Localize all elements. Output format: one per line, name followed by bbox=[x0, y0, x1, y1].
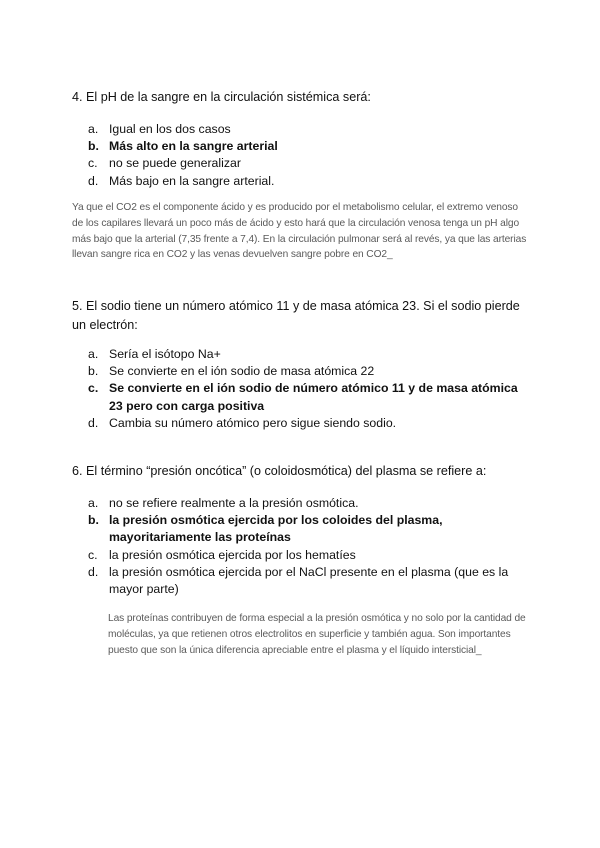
question-5-options bbox=[88, 346, 528, 432]
option-5a: a. Sería el isótopo Na+ bbox=[88, 347, 221, 361]
question-4-options bbox=[88, 121, 528, 190]
explanation-6: Las proteínas contribuyen de forma especial a la presión osmótica y no solo por la cantidad de moléculas, ya que retienen otros electrolitos en superficie y también agua. Son importantes puesto que son la única diferencia apreciable entre el plasma y el líquido intersticial_ bbox=[108, 613, 526, 656]
option-6a: a. no se refiere realmente a la presión osmótica. bbox=[88, 496, 359, 510]
question-5: 5. El sodio tiene un número atómico 11 y de masa atómica 23. Si el sodio pierde un electrón: bbox=[72, 299, 520, 332]
question-6-options bbox=[88, 495, 528, 598]
option-5b: b. Se convierte en el ión sodio de masa atómica 22 bbox=[88, 364, 375, 379]
option-6b: b. la presión osmótica ejercida por los coloides del plasma, mayoritariamente las proteínas bbox=[88, 513, 443, 545]
option-4d: d. Más bajo en la sangre arterial. bbox=[88, 173, 275, 188]
option-4b: b. Más alto en la sangre arterial bbox=[88, 139, 278, 154]
option-4a: a. Igual en los dos casos bbox=[88, 122, 231, 136]
option-5c: c. Se convierte en el ión sodio de número atómico 11 y de masa atómica 23 pero con carga positiva bbox=[88, 381, 518, 413]
option-6c: c. la presión osmótica ejercida por los hematíes bbox=[88, 547, 356, 562]
option-4c: c. no se puede generalizar bbox=[88, 156, 241, 171]
question-6: 6. El término “presión oncótica” (o coloidosmótica) del plasma se refiere a: bbox=[72, 464, 487, 478]
question-4: 4. El pH de la sangre en la circulación sistémica será: bbox=[72, 90, 371, 104]
option-6d: d. la presión osmótica ejercida por el NaCl presente en el plasma (que es la mayor parte) bbox=[88, 564, 509, 597]
option-5d: d. Cambia su número atómico pero sigue siendo sodio. bbox=[88, 415, 397, 430]
explanation-4: Ya que el CO2 es el componente ácido y es producido por el metabolismo celular, el extremo venoso de los capilares llevará un poco más de ácido y esto hará que la circulación venosa tenga un pH algo más bajo que la arterial (7,35 frente a 7,4). En la circulación pulmonar será al revés, ya que las arterias llevan sangre rica en CO2 y las venas devuelven sangre pobre en CO2_ bbox=[72, 202, 527, 261]
